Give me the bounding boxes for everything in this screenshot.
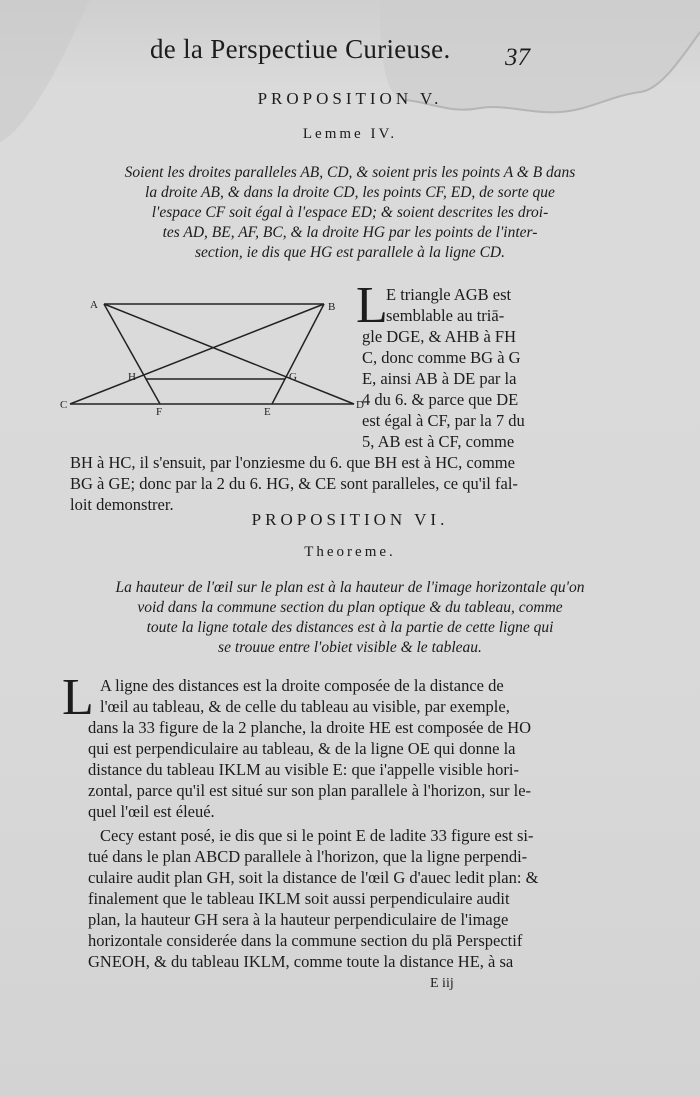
body-line: 5, AB est à CF, comme (362, 432, 515, 451)
body-line: l'œil au tableau, & de celle du tableau au visible, par exemple, (100, 697, 510, 716)
statement-line: void dans la commune section du plan optique & du tableau, comme (137, 599, 563, 616)
lemme-heading: Lemme IV. (302, 126, 398, 142)
figure-label-a: A (90, 299, 98, 311)
statement-line: section, ie dis que HG est parallele à la ligne CD. (195, 244, 505, 261)
proposition-v-heading: PROPOSITION V. (257, 89, 443, 108)
statement-line: Soient les droites paralleles AB, CD, & soient pris les points A & B dans (124, 164, 576, 181)
body-line: dans la 33 figure de la 2 planche, la droite HE est composée de HO (88, 718, 532, 737)
figure-label-h: H (128, 371, 136, 383)
figure-label-d: D (356, 399, 364, 411)
body-line: culaire audit plan GH, soit la distance de l'œil G d'auec ledit plan: & (88, 868, 539, 887)
running-head-title: de la Perspectiue Curieuse. (150, 34, 451, 64)
statement-line: se trouue entre l'obiet visible & le tableau. (218, 639, 482, 656)
statement-line: tes AD, BE, AF, BC, & la droite HG par les points de l'inter- (162, 224, 538, 241)
statement-line: toute la ligne totale des distances est à la partie de cette ligne qui (146, 619, 554, 636)
figure-label-f: F (156, 406, 163, 418)
proposition-vi-heading: PROPOSITION VI. (251, 510, 449, 529)
statement-line: l'espace CF soit égal à l'espace ED; & soient descrites les droi- (151, 204, 549, 221)
body-line: E, ainsi AB à DE par la (362, 369, 517, 388)
body-line: loit demonstrer. (70, 495, 174, 514)
body-line: BH à HC, il s'ensuit, par l'onziesme du 6. que BH est à HC, comme (70, 453, 515, 472)
torn-paper-edge (0, 0, 700, 170)
body-line: semblable au triā- (386, 306, 505, 325)
figure-label-e: E (264, 406, 271, 418)
body-line: A ligne des distances est la droite composée de la distance de (100, 676, 504, 695)
body-line: Cecy estant posé, ie dis que si le point E de ladite 33 figure est si- (100, 826, 534, 845)
drop-cap-l: L (62, 669, 94, 726)
figure-label-c: C (60, 399, 68, 411)
body-line: gle DGE, & AHB à FH (362, 327, 516, 346)
drop-cap-l: L (356, 277, 388, 334)
body-line: tué dans le plan ABCD parallele à l'horizon, que la ligne perpendi- (88, 847, 528, 866)
body-line: zontal, parce qu'il est situé sur son plan parallele à l'horizon, sur le- (88, 781, 532, 800)
proposition-vi-statement (55, 578, 645, 658)
body-line: distance du tableau IKLM au visible E: que i'appelle visible hori- (88, 760, 519, 779)
body-line: plan, la hauteur GH sera à la hauteur perpendiculaire de l'image (88, 910, 509, 929)
body-line: E triangle AGB est (386, 285, 512, 304)
page-number: 37 (505, 44, 530, 71)
body-line: est égal à CF, par la 7 du (362, 411, 525, 430)
figure-label-b: B (328, 301, 336, 313)
body-line: GNEOH, & du tableau IKLM, comme toute la distance HE, à sa (88, 952, 514, 971)
theoreme-heading: Theoreme. (304, 544, 396, 560)
body-line: BG à GE; donc par la 2 du 6. HG, & CE sont paralleles, ce qu'il fal- (70, 474, 518, 493)
body-line: 4 du 6. & parce que DE (362, 390, 519, 409)
statement-line: la droite AB, & dans la droite CD, les points CF, ED, de sorte que (145, 184, 555, 201)
body-line: quel l'œil est éleué. (88, 802, 215, 821)
body-line: qui est perpendiculaire au tableau, & de la ligne OE qui donne la (88, 739, 516, 758)
body-line: finalement que le tableau IKLM soit aussi perpendiculaire audit (88, 889, 510, 908)
body-line: C, donc comme BG à G (362, 348, 521, 367)
signature-mark: E iij (430, 976, 454, 991)
lemma-figure (60, 290, 366, 420)
proposition-v-statement (60, 163, 640, 263)
statement-line: La hauteur de l'œil sur le plan est à la hauteur de l'image horizontale qu'on (115, 579, 585, 596)
body-line: horizontale considerée dans la commune section du plā Perspectif (88, 931, 523, 950)
figure-label-g: G (289, 371, 297, 383)
